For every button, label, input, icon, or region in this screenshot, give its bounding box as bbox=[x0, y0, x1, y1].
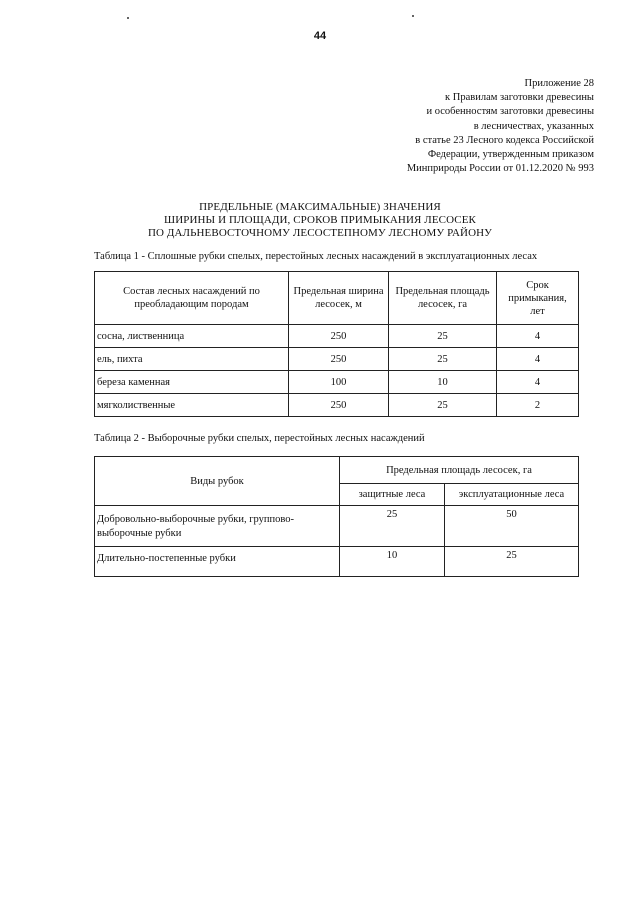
page-number: 44 bbox=[313, 30, 327, 42]
cell-term: 2 bbox=[497, 394, 579, 417]
appendix-line: в лесничествах, указанных bbox=[473, 120, 594, 132]
table-row bbox=[95, 547, 579, 577]
table-header-row bbox=[95, 272, 579, 325]
header-max-width: Предельная ширина лесосек, м bbox=[289, 272, 389, 325]
cell-width: 250 bbox=[289, 348, 389, 371]
title-line: ШИРИНЫ И ПЛОЩАДИ, СРОКОВ ПРИМЫКАНИЯ ЛЕСОСЕК bbox=[164, 214, 476, 226]
cell-area: 25 bbox=[389, 348, 497, 371]
cell-area: 25 bbox=[389, 394, 497, 417]
table2 bbox=[94, 456, 579, 577]
appendix-line: Минприроды России от 01.12.2020 № 993 bbox=[406, 163, 594, 175]
cell-width: 250 bbox=[289, 394, 389, 417]
table-row bbox=[95, 325, 579, 348]
document-title bbox=[0, 201, 640, 240]
table1-caption: Таблица 1 - Сплошные рубки спелых, перестойных лесных насаждений в эксплуатационных лесах bbox=[94, 251, 538, 262]
title-line: ПО ДАЛЬНЕВОСТОЧНОМУ ЛЕСОСТЕПНОМУ ЛЕСНОМУ РАЙОНУ bbox=[147, 227, 493, 239]
cell-exploitation-area: 50 bbox=[445, 506, 579, 547]
cell-width: 250 bbox=[289, 325, 389, 348]
header-felling-type: Виды рубок bbox=[95, 457, 340, 506]
appendix-reference bbox=[294, 77, 594, 176]
cell-felling-type: Добровольно-выборочные рубки, группово-выборочные рубки bbox=[95, 506, 340, 547]
title-line: ПРЕДЕЛЬНЫЕ (МАКСИМАЛЬНЫЕ) ЗНАЧЕНИЯ bbox=[199, 201, 441, 213]
header-exploitation-forests: эксплуатационные леса bbox=[445, 484, 579, 506]
cell-term: 4 bbox=[497, 348, 579, 371]
appendix-line: и особенностям заготовки древесины bbox=[426, 106, 594, 118]
scan-speck bbox=[127, 17, 129, 19]
appendix-line: Федерации, утвержденным приказом bbox=[427, 149, 594, 161]
cell-species: береза каменная bbox=[95, 371, 289, 394]
cell-species: сосна, лиственница bbox=[95, 325, 289, 348]
table-row bbox=[95, 371, 579, 394]
cell-protective-area: 10 bbox=[340, 547, 445, 577]
table2-caption: Таблица 2 - Выборочные рубки спелых, перестойных лесных насаждений bbox=[94, 433, 425, 444]
cell-species: ель, пихта bbox=[95, 348, 289, 371]
cell-area: 25 bbox=[389, 325, 497, 348]
appendix-line: к Правилам заготовки древесины bbox=[445, 92, 594, 104]
table-header-row bbox=[95, 457, 579, 484]
cell-width: 100 bbox=[289, 371, 389, 394]
header-composition: Состав лесных насаждений по преобладающим породам bbox=[95, 272, 289, 325]
header-protective-forests: защитные леса bbox=[340, 484, 445, 506]
table-row bbox=[95, 394, 579, 417]
cell-area: 10 bbox=[389, 371, 497, 394]
header-max-area: Предельная площадь лесосек, га bbox=[389, 272, 497, 325]
cell-term: 4 bbox=[497, 325, 579, 348]
table-row bbox=[95, 348, 579, 371]
cell-felling-type: Длительно-постепенные рубки bbox=[95, 547, 340, 577]
scan-speck bbox=[412, 15, 414, 17]
cell-exploitation-area: 25 bbox=[445, 547, 579, 577]
table-row bbox=[95, 506, 579, 547]
cell-species: мягколиственные bbox=[95, 394, 289, 417]
cell-protective-area: 25 bbox=[340, 506, 445, 547]
table1 bbox=[94, 271, 579, 417]
appendix-line: в статье 23 Лесного кодекса Российской bbox=[415, 134, 594, 146]
cell-term: 4 bbox=[497, 371, 579, 394]
header-area-group: Предельная площадь лесосек, га bbox=[340, 457, 579, 484]
appendix-line: Приложение 28 bbox=[524, 78, 594, 89]
header-adjacency-term: Срок примыкания, лет bbox=[497, 272, 579, 325]
